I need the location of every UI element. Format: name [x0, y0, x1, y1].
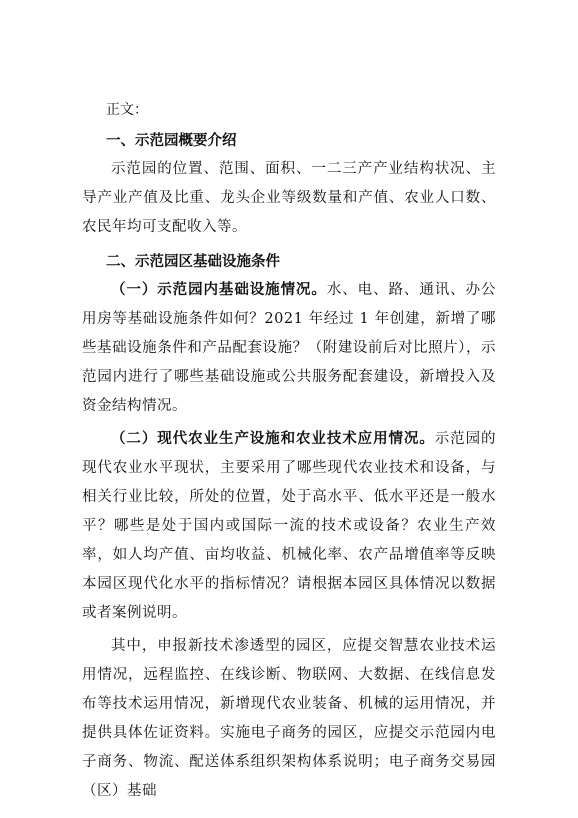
- subsection-2-text: 示范园的现代农业水平现状，主要采用了哪些现代农业技术和设备，与相关行业比较，所处的位置，处于高水平、低水平还是一般水平？哪些是处于国内或国际一流的技术或设备？农业生产效率，如人均产值、亩均收益、机械化率、农产品增值率等反映本园区现代化水平的指标情况？请根据本园区具体情况以数据或者案例说明。: [82, 431, 496, 621]
- paragraph-technology: 其中，申报新技术渗透型的园区，应提交智慧农业技术运用情况，远程监控、在线诊断、物联网、大数据、在线信息发布等技术运用情况，新增现代农业装备、机械的运用情况，并提供具体佐证资料。实施电子商务的园区，应提交示范园内电子商务、物流、配送体系组织架构体系说明；电子商务交易园（区）基础: [82, 638, 496, 799]
- section-heading-1: 一、示范园概要介绍: [106, 133, 237, 149]
- body-label: 正文：: [106, 102, 148, 118]
- subsection-2-title: （二）现代农业生产设施和农业技术应用情况。: [111, 431, 435, 447]
- subsection-1-paragraph: [82, 276, 496, 421]
- section-1-paragraph: 示范园的位置、范围、面积、一二三产产业结构状况、主导产业产值及比重、龙头企业等级数量和产值、农业人口数、农民年均可支配收入等。: [82, 161, 496, 235]
- subsection-2-paragraph: [82, 425, 496, 628]
- subsection-1-title: （一）示范园内基础设施情况。: [111, 282, 327, 298]
- subsection-1-text: 水、电、路、通讯、办公用房等基础设施条件如何？2021 年经过 1 年创建，新增了哪些基础设施条件和产品配套设施？（附建设前后对比照片），示范园内进行了哪些基础设施或公共服务配套建设，新增投入及资金结构情况。: [82, 282, 497, 414]
- section-heading-2: 二、示范园区基础设施条件: [106, 254, 280, 270]
